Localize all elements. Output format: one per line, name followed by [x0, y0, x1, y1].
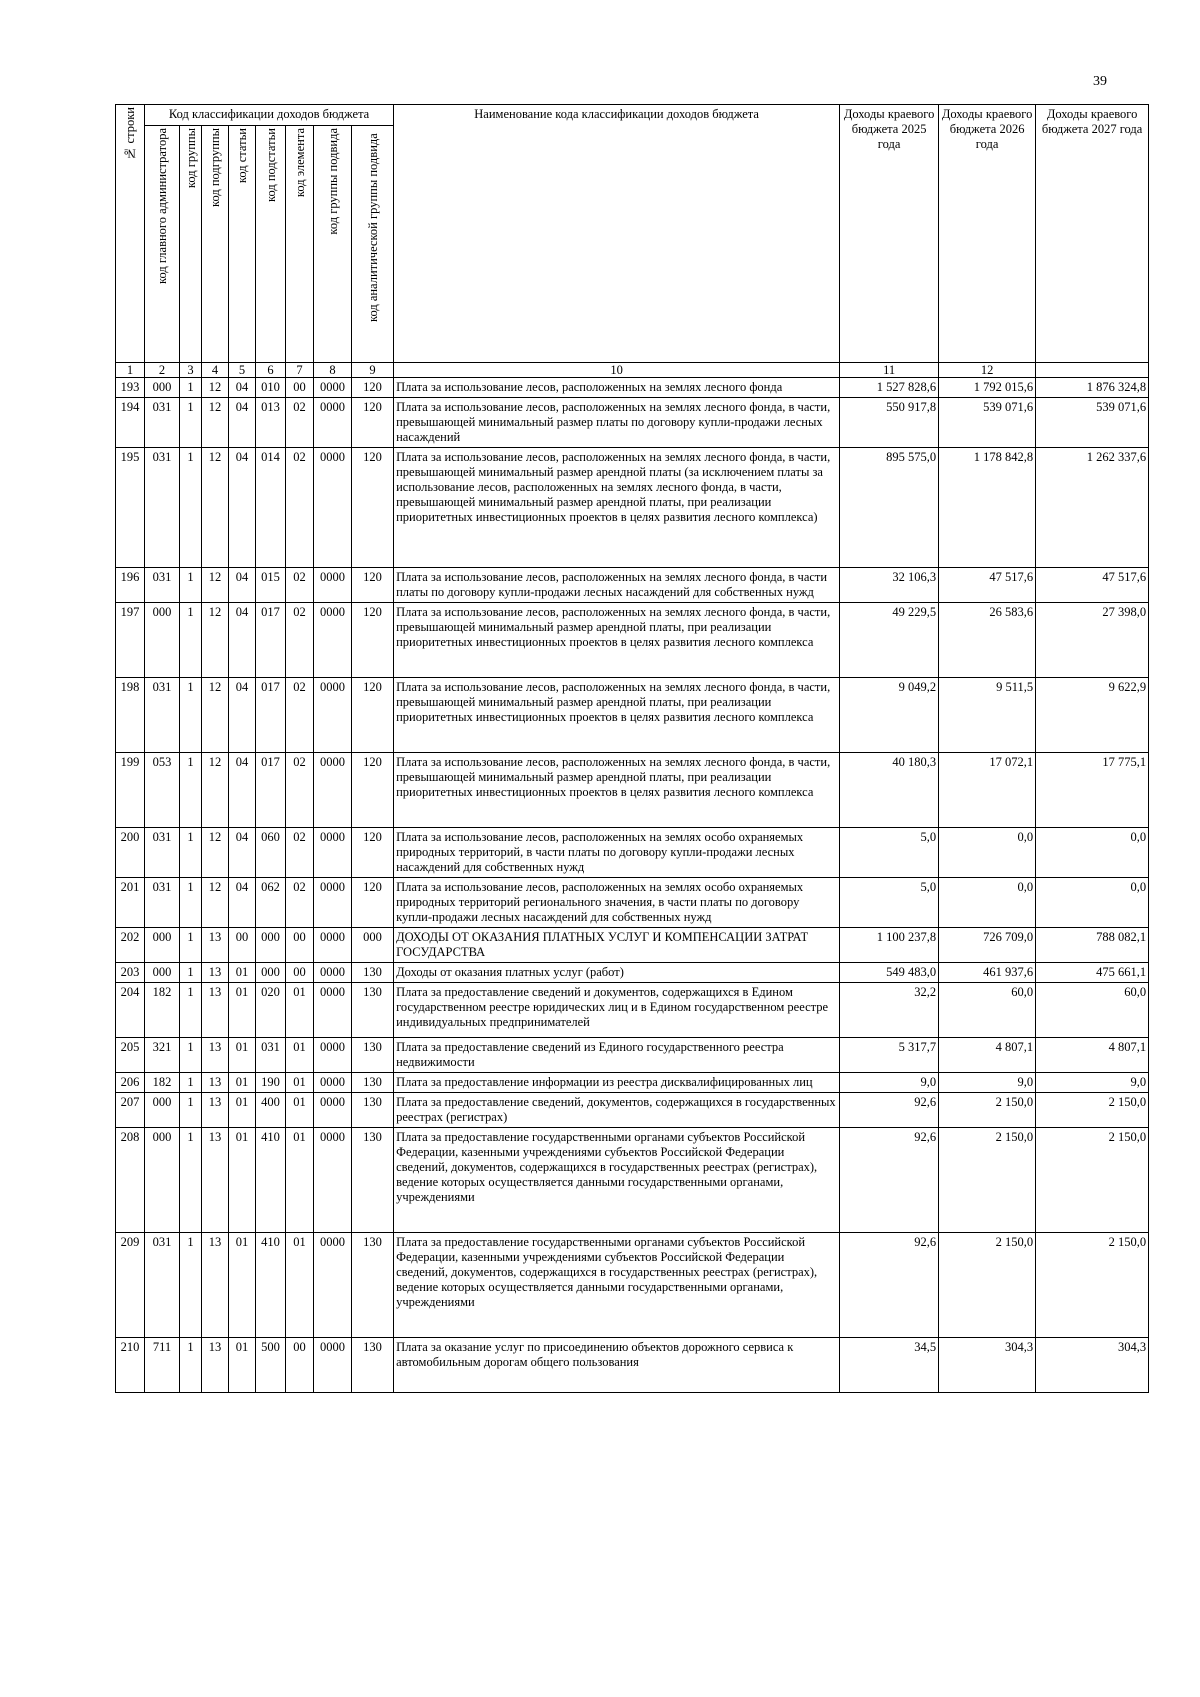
- element-code-cell: 00: [286, 928, 314, 963]
- revenue-2026-cell: 539 071,6: [939, 398, 1036, 448]
- subgroup-code-cell: 12: [202, 448, 229, 568]
- subtype-group-code-cell: 0000: [314, 983, 352, 1038]
- article-code-cell: 04: [229, 753, 256, 828]
- revenue-2025-cell: 1 527 828,6: [840, 378, 939, 398]
- table-row: [116, 963, 1149, 983]
- column-number: 2: [145, 363, 180, 378]
- revenue-2026-cell: 1 178 842,8: [939, 448, 1036, 568]
- header-code-group: Код классификации доходов бюджета: [145, 105, 394, 126]
- article-code-cell: 00: [229, 928, 256, 963]
- element-code-cell: 01: [286, 1233, 314, 1338]
- header-row-number: № строки: [116, 105, 145, 363]
- revenue-2026-cell: 461 937,6: [939, 963, 1036, 983]
- row-number-cell: 200: [116, 828, 145, 878]
- group-code-cell: 1: [180, 1073, 202, 1093]
- admin-code-cell: 031: [145, 878, 180, 928]
- subtype-group-code-cell: 0000: [314, 828, 352, 878]
- revenue-2026-cell: 2 150,0: [939, 1233, 1036, 1338]
- subarticle-code-cell: 017: [256, 603, 286, 678]
- table-row: [116, 1093, 1149, 1128]
- revenue-2027-cell: 9,0: [1036, 1073, 1149, 1093]
- column-number: [1036, 363, 1149, 378]
- article-code-cell: 04: [229, 878, 256, 928]
- article-code-cell: 04: [229, 603, 256, 678]
- revenue-2026-cell: 2 150,0: [939, 1128, 1036, 1233]
- row-number-cell: 193: [116, 378, 145, 398]
- revenue-2026-cell: 9 511,5: [939, 678, 1036, 753]
- analytic-group-code-cell: 120: [352, 398, 394, 448]
- revenue-2026-cell: 726 709,0: [939, 928, 1036, 963]
- row-number-cell: 197: [116, 603, 145, 678]
- subtype-group-code-cell: 0000: [314, 963, 352, 983]
- revenue-2025-cell: 549 483,0: [840, 963, 939, 983]
- table-header: [116, 105, 1149, 378]
- revenue-2027-cell: 17 775,1: [1036, 753, 1149, 828]
- group-code-cell: 1: [180, 878, 202, 928]
- header-article-code: код статьи: [229, 126, 256, 363]
- table-row: [116, 448, 1149, 568]
- subtype-group-code-cell: 0000: [314, 678, 352, 753]
- subgroup-code-cell: 13: [202, 1093, 229, 1128]
- table-row: [116, 603, 1149, 678]
- revenue-2025-cell: 49 229,5: [840, 603, 939, 678]
- subarticle-code-cell: 015: [256, 568, 286, 603]
- subgroup-code-cell: 13: [202, 963, 229, 983]
- admin-code-cell: 053: [145, 753, 180, 828]
- analytic-group-code-cell: 130: [352, 1093, 394, 1128]
- element-code-cell: 02: [286, 568, 314, 603]
- header-admin-code: код главного администратора: [145, 126, 180, 363]
- revenue-2025-cell: 92,6: [840, 1128, 939, 1233]
- article-code-cell: 01: [229, 983, 256, 1038]
- table-row: [116, 678, 1149, 753]
- subgroup-code-cell: 13: [202, 1073, 229, 1093]
- table-row: [116, 1338, 1149, 1393]
- table-body: [116, 378, 1149, 1393]
- row-number-cell: 204: [116, 983, 145, 1038]
- subarticle-code-cell: 017: [256, 753, 286, 828]
- analytic-group-code-cell: 130: [352, 1073, 394, 1093]
- header-subgroup-code: код подгруппы: [202, 126, 229, 363]
- group-code-cell: 1: [180, 1128, 202, 1233]
- analytic-group-code-cell: 130: [352, 983, 394, 1038]
- admin-code-cell: 031: [145, 1233, 180, 1338]
- group-code-cell: 1: [180, 753, 202, 828]
- subtype-group-code-cell: 0000: [314, 398, 352, 448]
- admin-code-cell: 000: [145, 963, 180, 983]
- revenue-2025-cell: 40 180,3: [840, 753, 939, 828]
- group-code-cell: 1: [180, 1093, 202, 1128]
- revenue-2027-cell: 9 622,9: [1036, 678, 1149, 753]
- revenue-name-cell: Плата за предоставление информации из реестра дисквалифицированных лиц: [394, 1073, 840, 1093]
- article-code-cell: 01: [229, 1093, 256, 1128]
- revenue-2027-cell: 27 398,0: [1036, 603, 1149, 678]
- analytic-group-code-cell: 130: [352, 1338, 394, 1393]
- revenue-2027-cell: 0,0: [1036, 828, 1149, 878]
- group-code-cell: 1: [180, 378, 202, 398]
- subtype-group-code-cell: 0000: [314, 1128, 352, 1233]
- revenue-name-cell: Плата за использование лесов, расположенных на землях лесного фонда, в части, превышающей минимальный размер арендной платы (за исключением платы за использование лесов, расположенных на землях лесного фонда, в части, превышающей минимальный размер арендной платы, при реализации приоритетных инвестиционных проектов в целях развития лесного комплекса): [394, 448, 840, 568]
- revenue-2027-cell: 2 150,0: [1036, 1128, 1149, 1233]
- article-code-cell: 01: [229, 1073, 256, 1093]
- subarticle-code-cell: 500: [256, 1338, 286, 1393]
- revenue-2026-cell: 26 583,6: [939, 603, 1036, 678]
- analytic-group-code-cell: 000: [352, 928, 394, 963]
- revenue-2025-cell: 895 575,0: [840, 448, 939, 568]
- analytic-group-code-cell: 130: [352, 1128, 394, 1233]
- table-row: [116, 378, 1149, 398]
- group-code-cell: 1: [180, 983, 202, 1038]
- element-code-cell: 02: [286, 878, 314, 928]
- revenue-2025-cell: 5 317,7: [840, 1038, 939, 1073]
- column-number: 8: [314, 363, 352, 378]
- subtype-group-code-cell: 0000: [314, 568, 352, 603]
- row-number-cell: 209: [116, 1233, 145, 1338]
- admin-code-cell: 031: [145, 828, 180, 878]
- subtype-group-code-cell: 0000: [314, 1233, 352, 1338]
- revenue-2025-cell: 9 049,2: [840, 678, 939, 753]
- revenue-2027-cell: 475 661,1: [1036, 963, 1149, 983]
- group-code-cell: 1: [180, 928, 202, 963]
- subtype-group-code-cell: 0000: [314, 603, 352, 678]
- subgroup-code-cell: 12: [202, 828, 229, 878]
- row-number-cell: 210: [116, 1338, 145, 1393]
- table-row: [116, 1038, 1149, 1073]
- column-numbers-row: [116, 363, 1149, 378]
- revenue-2027-cell: 539 071,6: [1036, 398, 1149, 448]
- revenue-name-cell: Плата за предоставление государственными органами субъектов Российской Федерации, казенными учреждениями субъектов Российской Федерации сведений, документов, содержащихся в государственных реестрах (регистрах), ведение которых осуществляется данными государственными органами, учреждениями: [394, 1233, 840, 1338]
- article-code-cell: 04: [229, 678, 256, 753]
- column-number: 10: [394, 363, 840, 378]
- element-code-cell: 00: [286, 1338, 314, 1393]
- group-code-cell: 1: [180, 603, 202, 678]
- group-code-cell: 1: [180, 1338, 202, 1393]
- revenue-2027-cell: 1 262 337,6: [1036, 448, 1149, 568]
- analytic-group-code-cell: 130: [352, 1233, 394, 1338]
- revenue-name-cell: Плата за использование лесов, расположенных на землях лесного фонда, в части, превышающей минимальный размер арендной платы, при реализации приоритетных инвестиционных проектов в целях развития лесного комплекса: [394, 753, 840, 828]
- revenue-2026-cell: 2 150,0: [939, 1093, 1036, 1128]
- revenue-name-cell: Доходы от оказания платных услуг (работ): [394, 963, 840, 983]
- article-code-cell: 04: [229, 378, 256, 398]
- analytic-group-code-cell: 120: [352, 878, 394, 928]
- row-number-cell: 207: [116, 1093, 145, 1128]
- element-code-cell: 02: [286, 603, 314, 678]
- revenue-2025-cell: 92,6: [840, 1093, 939, 1128]
- admin-code-cell: 000: [145, 1128, 180, 1233]
- row-number-cell: 208: [116, 1128, 145, 1233]
- column-number: 12: [939, 363, 1036, 378]
- subarticle-code-cell: 014: [256, 448, 286, 568]
- revenue-2026-cell: 1 792 015,6: [939, 378, 1036, 398]
- row-number-cell: 206: [116, 1073, 145, 1093]
- revenue-name-cell: Плата за предоставление сведений из Единого государственного реестра недвижимости: [394, 1038, 840, 1073]
- revenue-2025-cell: 92,6: [840, 1233, 939, 1338]
- row-number-cell: 194: [116, 398, 145, 448]
- row-number-cell: 205: [116, 1038, 145, 1073]
- column-number: 1: [116, 363, 145, 378]
- article-code-cell: 04: [229, 398, 256, 448]
- subtype-group-code-cell: 0000: [314, 1338, 352, 1393]
- admin-code-cell: 000: [145, 603, 180, 678]
- admin-code-cell: 000: [145, 378, 180, 398]
- revenue-2027-cell: 1 876 324,8: [1036, 378, 1149, 398]
- group-code-cell: 1: [180, 1038, 202, 1073]
- element-code-cell: 00: [286, 378, 314, 398]
- subgroup-code-cell: 12: [202, 568, 229, 603]
- subarticle-code-cell: 410: [256, 1233, 286, 1338]
- article-code-cell: 01: [229, 1233, 256, 1338]
- subtype-group-code-cell: 0000: [314, 448, 352, 568]
- analytic-group-code-cell: 120: [352, 678, 394, 753]
- subgroup-code-cell: 13: [202, 1233, 229, 1338]
- revenue-2027-cell: 0,0: [1036, 878, 1149, 928]
- analytic-group-code-cell: 120: [352, 448, 394, 568]
- subgroup-code-cell: 13: [202, 1038, 229, 1073]
- table-row: [116, 568, 1149, 603]
- header-analytic-group-code: код аналитической группы подвида: [352, 126, 394, 363]
- column-number: 11: [840, 363, 939, 378]
- row-number-cell: 198: [116, 678, 145, 753]
- revenue-2027-cell: 788 082,1: [1036, 928, 1149, 963]
- admin-code-cell: 031: [145, 398, 180, 448]
- table-row: [116, 1128, 1149, 1233]
- element-code-cell: 01: [286, 1073, 314, 1093]
- header-subarticle-code: код подстатьи: [256, 126, 286, 363]
- header-year-2025: Доходы краевого бюджета 2025 года: [840, 105, 939, 363]
- analytic-group-code-cell: 120: [352, 753, 394, 828]
- subarticle-code-cell: 060: [256, 828, 286, 878]
- row-number-cell: 195: [116, 448, 145, 568]
- group-code-cell: 1: [180, 828, 202, 878]
- admin-code-cell: 321: [145, 1038, 180, 1073]
- revenue-2026-cell: 9,0: [939, 1073, 1036, 1093]
- subtype-group-code-cell: 0000: [314, 378, 352, 398]
- admin-code-cell: 182: [145, 983, 180, 1038]
- row-number-cell: 199: [116, 753, 145, 828]
- element-code-cell: 00: [286, 963, 314, 983]
- revenue-2026-cell: 17 072,1: [939, 753, 1036, 828]
- element-code-cell: 01: [286, 1128, 314, 1233]
- column-number: 7: [286, 363, 314, 378]
- subtype-group-code-cell: 0000: [314, 878, 352, 928]
- subgroup-code-cell: 12: [202, 878, 229, 928]
- table-row: [116, 828, 1149, 878]
- header-element-code: код элемента: [286, 126, 314, 363]
- revenue-2027-cell: 60,0: [1036, 983, 1149, 1038]
- column-number: 4: [202, 363, 229, 378]
- row-number-cell: 201: [116, 878, 145, 928]
- revenue-2027-cell: 4 807,1: [1036, 1038, 1149, 1073]
- header-group-code: код группы: [180, 126, 202, 363]
- admin-code-cell: 031: [145, 448, 180, 568]
- table-row: [116, 398, 1149, 448]
- subarticle-code-cell: 000: [256, 963, 286, 983]
- subarticle-code-cell: 031: [256, 1038, 286, 1073]
- table-row: [116, 983, 1149, 1038]
- subtype-group-code-cell: 0000: [314, 1073, 352, 1093]
- admin-code-cell: 000: [145, 928, 180, 963]
- row-number-cell: 196: [116, 568, 145, 603]
- revenue-name-cell: ДОХОДЫ ОТ ОКАЗАНИЯ ПЛАТНЫХ УСЛУГ И КОМПЕНСАЦИИ ЗАТРАТ ГОСУДАРСТВА: [394, 928, 840, 963]
- element-code-cell: 02: [286, 398, 314, 448]
- subgroup-code-cell: 13: [202, 1338, 229, 1393]
- revenue-name-cell: Плата за использование лесов, расположенных на землях особо охраняемых природных территорий, в части платы по договору купли-продажи лесных насаждений для собственных нужд: [394, 828, 840, 878]
- admin-code-cell: 000: [145, 1093, 180, 1128]
- revenue-2025-cell: 9,0: [840, 1073, 939, 1093]
- subtype-group-code-cell: 0000: [314, 1038, 352, 1073]
- element-code-cell: 01: [286, 983, 314, 1038]
- table-row: [116, 878, 1149, 928]
- revenue-2027-cell: 2 150,0: [1036, 1093, 1149, 1128]
- element-code-cell: 02: [286, 448, 314, 568]
- group-code-cell: 1: [180, 1233, 202, 1338]
- revenue-name-cell: Плата за оказание услуг по присоединению объектов дорожного сервиса к автомобильным дорогам общего пользования: [394, 1338, 840, 1393]
- admin-code-cell: 031: [145, 568, 180, 603]
- group-code-cell: 1: [180, 963, 202, 983]
- column-number: 5: [229, 363, 256, 378]
- revenue-name-cell: Плата за предоставление государственными органами субъектов Российской Федерации, казенными учреждениями субъектов Российской Федерации сведений, документов, содержащихся в государственных реестрах (регистрах), ведение которых осуществляется данными государственными органами, учреждениями: [394, 1128, 840, 1233]
- analytic-group-code-cell: 130: [352, 963, 394, 983]
- element-code-cell: 02: [286, 828, 314, 878]
- analytic-group-code-cell: 120: [352, 378, 394, 398]
- element-code-cell: 02: [286, 753, 314, 828]
- subarticle-code-cell: 013: [256, 398, 286, 448]
- revenue-2025-cell: 5,0: [840, 878, 939, 928]
- group-code-cell: 1: [180, 398, 202, 448]
- revenue-2025-cell: 550 917,8: [840, 398, 939, 448]
- article-code-cell: 01: [229, 963, 256, 983]
- group-code-cell: 1: [180, 678, 202, 753]
- table-row: [116, 1233, 1149, 1338]
- subarticle-code-cell: 400: [256, 1093, 286, 1128]
- admin-code-cell: 182: [145, 1073, 180, 1093]
- analytic-group-code-cell: 120: [352, 603, 394, 678]
- element-code-cell: 01: [286, 1038, 314, 1073]
- revenue-name-cell: Плата за использование лесов, расположенных на землях лесного фонда: [394, 378, 840, 398]
- article-code-cell: 04: [229, 448, 256, 568]
- analytic-group-code-cell: 120: [352, 568, 394, 603]
- subarticle-code-cell: 062: [256, 878, 286, 928]
- revenue-2026-cell: 47 517,6: [939, 568, 1036, 603]
- article-code-cell: 01: [229, 1038, 256, 1073]
- subarticle-code-cell: 190: [256, 1073, 286, 1093]
- subgroup-code-cell: 13: [202, 928, 229, 963]
- subgroup-code-cell: 12: [202, 603, 229, 678]
- revenue-2025-cell: 34,5: [840, 1338, 939, 1393]
- revenue-2025-cell: 1 100 237,8: [840, 928, 939, 963]
- revenue-2026-cell: 60,0: [939, 983, 1036, 1038]
- analytic-group-code-cell: 130: [352, 1038, 394, 1073]
- subarticle-code-cell: 000: [256, 928, 286, 963]
- subgroup-code-cell: 12: [202, 753, 229, 828]
- revenue-table: [115, 104, 1149, 1393]
- table-row: [116, 1073, 1149, 1093]
- revenue-name-cell: Плата за использование лесов, расположенных на землях лесного фонда, в части, превышающей минимальный размер арендной платы, при реализации приоритетных инвестиционных проектов в целях развития лесного комплекса: [394, 603, 840, 678]
- subtype-group-code-cell: 0000: [314, 753, 352, 828]
- subarticle-code-cell: 410: [256, 1128, 286, 1233]
- subarticle-code-cell: 020: [256, 983, 286, 1038]
- revenue-name-cell: Плата за использование лесов, расположенных на землях особо охраняемых природных территорий регионального значения, в части платы по договору купли-продажи лесных насаждений для собственных нужд: [394, 878, 840, 928]
- subarticle-code-cell: 010: [256, 378, 286, 398]
- revenue-2026-cell: 4 807,1: [939, 1038, 1036, 1073]
- subgroup-code-cell: 12: [202, 678, 229, 753]
- revenue-name-cell: Плата за использование лесов, расположенных на землях лесного фонда, в части платы по договору купли-продажи лесных насаждений для собственных нужд: [394, 568, 840, 603]
- admin-code-cell: 711: [145, 1338, 180, 1393]
- subgroup-code-cell: 12: [202, 378, 229, 398]
- group-code-cell: 1: [180, 448, 202, 568]
- revenue-name-cell: Плата за использование лесов, расположенных на землях лесного фонда, в части, превышающей минимальный размер платы по договору купли-продажи лесных насаждений: [394, 398, 840, 448]
- revenue-2026-cell: 0,0: [939, 828, 1036, 878]
- header-year-2026: Доходы краевого бюджета 2026 года: [939, 105, 1036, 363]
- row-number-cell: 203: [116, 963, 145, 983]
- subgroup-code-cell: 12: [202, 398, 229, 448]
- analytic-group-code-cell: 120: [352, 828, 394, 878]
- revenue-name-cell: Плата за предоставление сведений и документов, содержащихся в Едином государственном реестре юридических лиц и в Едином государственном реестре индивидуальных предпринимателей: [394, 983, 840, 1038]
- revenue-2026-cell: 0,0: [939, 878, 1036, 928]
- revenue-2026-cell: 304,3: [939, 1338, 1036, 1393]
- revenue-2027-cell: 2 150,0: [1036, 1233, 1149, 1338]
- header-year-2027: Доходы краевого бюджета 2027 года: [1036, 105, 1149, 363]
- revenue-2025-cell: 32,2: [840, 983, 939, 1038]
- revenue-2025-cell: 5,0: [840, 828, 939, 878]
- subarticle-code-cell: 017: [256, 678, 286, 753]
- header-subtype-group-code: код группы подвида: [314, 126, 352, 363]
- admin-code-cell: 031: [145, 678, 180, 753]
- table-row: [116, 928, 1149, 963]
- subgroup-code-cell: 13: [202, 983, 229, 1038]
- element-code-cell: 02: [286, 678, 314, 753]
- column-number: 3: [180, 363, 202, 378]
- article-code-cell: 04: [229, 828, 256, 878]
- column-number: 9: [352, 363, 394, 378]
- column-number: 6: [256, 363, 286, 378]
- row-number-cell: 202: [116, 928, 145, 963]
- article-code-cell: 04: [229, 568, 256, 603]
- subtype-group-code-cell: 0000: [314, 928, 352, 963]
- subtype-group-code-cell: 0000: [314, 1093, 352, 1128]
- group-code-cell: 1: [180, 568, 202, 603]
- header-name: Наименование кода классификации доходов бюджета: [394, 105, 840, 363]
- revenue-2027-cell: 304,3: [1036, 1338, 1149, 1393]
- element-code-cell: 01: [286, 1093, 314, 1128]
- table-row: [116, 753, 1149, 828]
- subgroup-code-cell: 13: [202, 1128, 229, 1233]
- revenue-2027-cell: 47 517,6: [1036, 568, 1149, 603]
- revenue-name-cell: Плата за использование лесов, расположенных на землях лесного фонда, в части, превышающей минимальный размер арендной платы, при реализации приоритетных инвестиционных проектов в целях развития лесного комплекса: [394, 678, 840, 753]
- article-code-cell: 01: [229, 1338, 256, 1393]
- page-number: 39: [1093, 74, 1107, 89]
- revenue-2025-cell: 32 106,3: [840, 568, 939, 603]
- revenue-name-cell: Плата за предоставление сведений, документов, содержащихся в государственных реестрах (регистрах): [394, 1093, 840, 1128]
- article-code-cell: 01: [229, 1128, 256, 1233]
